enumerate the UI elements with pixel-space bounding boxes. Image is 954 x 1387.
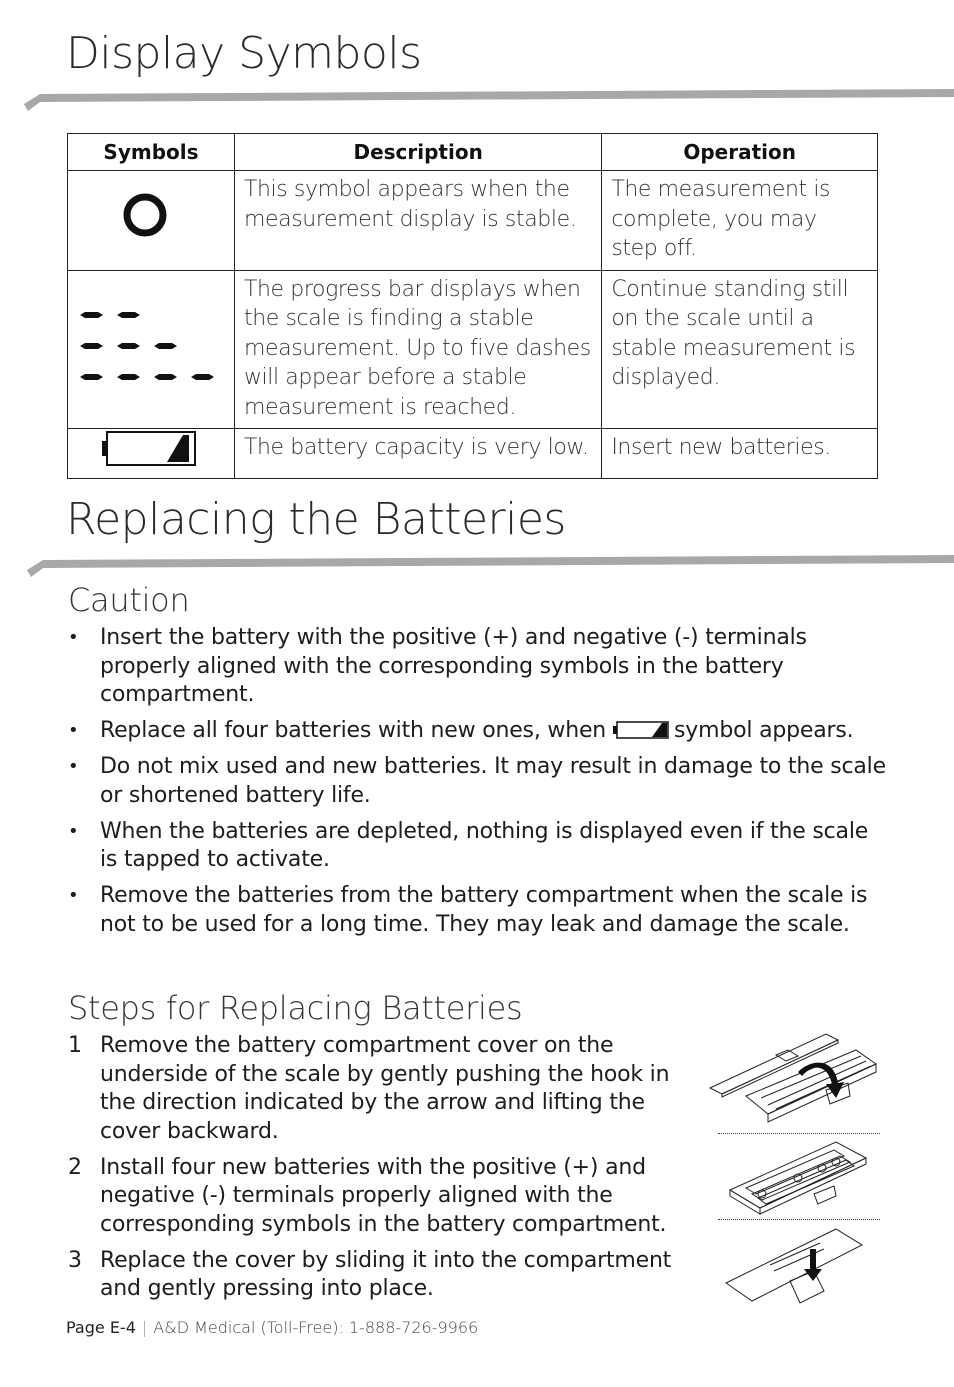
- column-header: Operation: [602, 134, 878, 171]
- step-number: 3: [68, 1247, 82, 1273]
- progress-dashes-icon: [71, 295, 231, 395]
- list-item: [66, 717, 886, 746]
- column-header: Description: [234, 134, 601, 171]
- table-row: [68, 429, 878, 479]
- install-batteries-illustration: [726, 1138, 872, 1218]
- list-item: [66, 624, 886, 710]
- operation-cell: Insert new batteries.: [602, 429, 878, 479]
- caution-heading: Caution: [68, 581, 190, 619]
- operation-cell: The measurement is complete, you may step off.: [602, 171, 878, 271]
- caution-list: [66, 624, 886, 947]
- section-rule: [0, 553, 954, 579]
- operation-cell: Continue standing still on the scale until a stable measurement is displayed.: [602, 270, 878, 429]
- list-item-text: Do not mix used and new batteries. It may result in damage to the scale or shortened battery life.: [100, 754, 886, 808]
- list-item: [66, 882, 886, 939]
- divider: [718, 1133, 880, 1134]
- list-item: [66, 753, 886, 810]
- list-item-text: Remove the batteries from the battery compartment when the scale is not to be used for a long time. They may leak and damage the scale.: [100, 883, 868, 937]
- display-symbols-table: [67, 133, 878, 479]
- table-row: [68, 270, 878, 429]
- steps-list: [66, 1032, 706, 1311]
- bullet-icon: •: [68, 820, 79, 842]
- low-battery-icon: [612, 720, 670, 740]
- symbol-cell: [68, 429, 235, 479]
- divider: [718, 1219, 880, 1220]
- symbol-cell: [68, 270, 235, 429]
- page-number: Page E-4: [66, 1318, 136, 1337]
- low-battery-icon: [101, 429, 201, 469]
- stable-circle-icon: [121, 186, 181, 246]
- page-title-display-symbols: Display Symbols: [66, 28, 422, 79]
- page-footer: [66, 1318, 478, 1337]
- page-title-replacing-batteries: Replacing the Batteries: [66, 494, 566, 545]
- description-cell: The battery capacity is very low.: [234, 429, 601, 479]
- step-item: [66, 1247, 706, 1304]
- bullet-icon: •: [68, 627, 79, 648]
- step-text: Remove the battery compartment cover on the underside of the scale by gently pushing the hook in the direction indicated by the arrow and lifting the cover backward.: [100, 1033, 670, 1144]
- description-cell: This symbol appears when the measurement display is stable.: [234, 171, 601, 271]
- step-number: 2: [68, 1154, 82, 1180]
- bullet-icon: •: [68, 756, 79, 777]
- remove-cover-illustration: [706, 1028, 882, 1126]
- bullet-icon: •: [68, 720, 79, 741]
- step-number: 1: [68, 1033, 82, 1058]
- footer-separator: |: [141, 1318, 148, 1337]
- replace-cover-illustration: [724, 1225, 866, 1307]
- contact-info: A&D Medical (Toll-Free): 1-888-726-9966: [153, 1318, 479, 1337]
- symbol-cell: [68, 171, 235, 271]
- list-item: [66, 818, 886, 875]
- list-item-text: Insert the battery with the positive (+) and negative (-) terminals properly aligned with the corresponding symbols in the battery compartment.: [100, 625, 807, 707]
- column-header: Symbols: [68, 134, 235, 171]
- section-rule: [0, 87, 954, 113]
- step-text: Replace the cover by sliding it into the compartment and gently pressing into place.: [100, 1247, 672, 1301]
- steps-heading: Steps for Replacing Batteries: [68, 989, 523, 1027]
- table-row: [68, 171, 878, 271]
- table-header-row: [68, 134, 878, 171]
- list-item-text: Replace all four batteries with new ones, when: [100, 718, 607, 743]
- step-item: [66, 1154, 706, 1240]
- list-item-text: When the batteries are depleted, nothing is displayed even if the scale is tapped to activate.: [100, 818, 869, 872]
- description-cell: The progress bar displays when the scale is finding a stable measurement. Up to five dashes will appear before a stable measurement is reached.: [234, 270, 601, 429]
- step-item: [66, 1032, 706, 1146]
- list-item-text: symbol appears.: [674, 718, 854, 743]
- bullet-icon: •: [68, 885, 79, 906]
- step-text: Install four new batteries with the positive (+) and negative (-) terminals properly aligned with the corresponding symbols in the battery compartment.: [100, 1154, 667, 1237]
